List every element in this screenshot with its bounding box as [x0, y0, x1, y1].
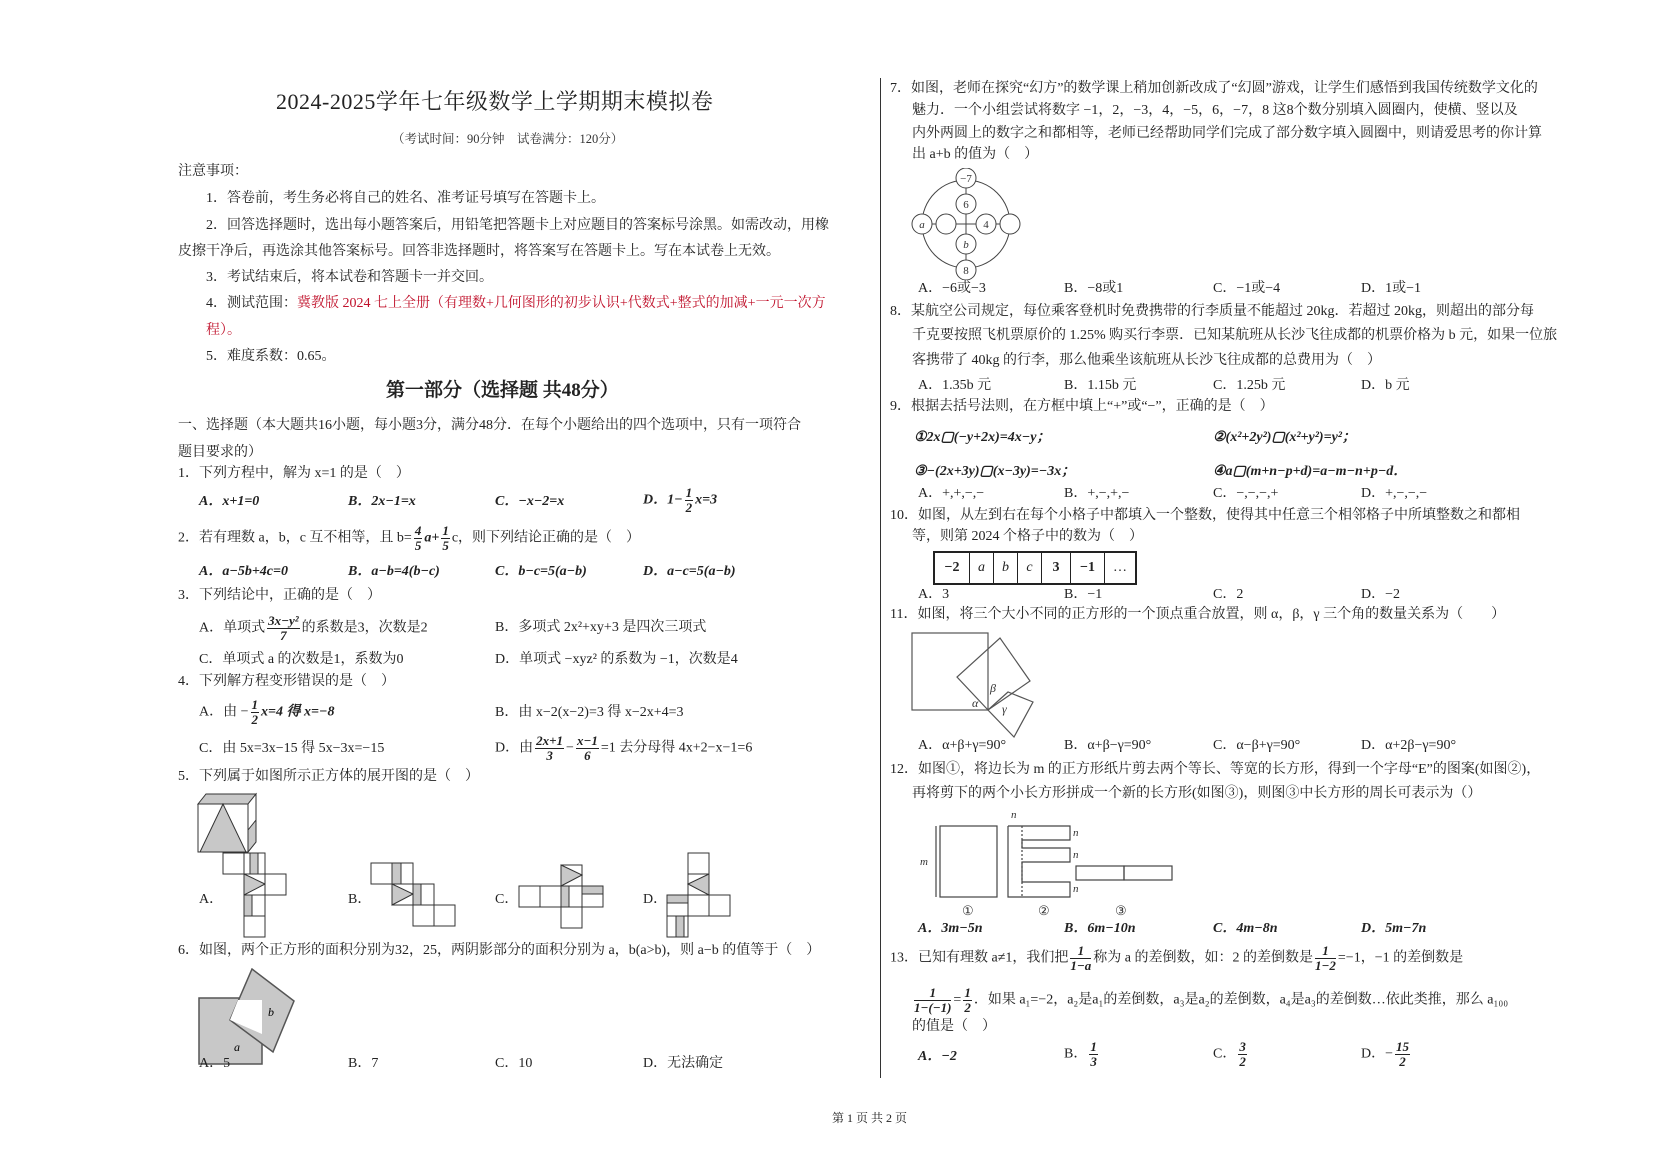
q11-stem: 11．如图，将三个大小不同的正方形的一个顶点重合放置，则 α，β，γ 三个角的数量关系为（ ） — [890, 607, 1506, 622]
section-intro-cont: 题目要求的） — [178, 445, 262, 460]
fraction: $\frac{1}{3}$ — [1090, 1039, 1097, 1069]
q6-option-a[interactable]: A．5 — [199, 1056, 231, 1071]
q13-option-c[interactable]: C． $\frac{3}{2}$ — [1213, 1039, 1246, 1069]
q1-option-a[interactable]: A．x+1=0 — [199, 494, 260, 509]
magic-circle-figure — [910, 168, 1022, 280]
net-c-figure — [518, 864, 610, 934]
q9-expr-4: ④a▢(m+n−p+d)=a−m−n+p−d． — [1213, 464, 1408, 479]
q9-option-b[interactable]: B．+,−,+,− — [1064, 486, 1130, 501]
q9-stem: 9．根据去括号法则，在方框中填上“+”或“−”，正确的是（ ） — [890, 399, 1274, 414]
q12-line-2: 再将剪下的两个小长方形拼成一个新的长方形(如图③)，则图③中长方形的周长可表示为（） — [912, 786, 1482, 801]
grid-cell: c — [1018, 553, 1042, 583]
q2-option-d[interactable]: D．a−c=5(a−b) — [643, 564, 736, 579]
fraction: $\frac{1}{1-a}$ — [1070, 943, 1092, 973]
q3-stem: 3．下列结论中，正确的是（ ） — [178, 588, 381, 603]
q13-line-3: 的值是（ ） — [912, 1019, 996, 1034]
q4-option-c[interactable]: C．由 5x=3x−15 得 5x−3x=−15 — [199, 741, 385, 756]
q10-option-d[interactable]: D．−2 — [1361, 587, 1401, 602]
q10-line-2: 等，则第 2024 个格子中的数为（ ） — [912, 529, 1143, 544]
q5-stem: 5．下列属于如图所示正方体的展开图的是（ ） — [178, 769, 479, 784]
grid-cell: 3 — [1042, 553, 1071, 583]
q7-option-d[interactable]: D．1或−1 — [1361, 281, 1422, 296]
fraction: $\frac{1}{2}$ — [251, 697, 259, 727]
fraction: $\frac{1}{1-2}$ — [1315, 943, 1336, 973]
notes-heading: 注意事项： — [178, 164, 248, 179]
q3-option-a[interactable]: A．单项式 $\frac{\text{3x−y²}}{7}$ 的系数是3，次数是2 — [199, 613, 428, 643]
q11-option-b[interactable]: B．α+β−γ=90° — [1064, 738, 1152, 753]
q7-option-a[interactable]: A．−6或−3 — [918, 281, 986, 296]
fraction: $\frac{15}{2}$ — [1396, 1039, 1410, 1069]
q8-option-b[interactable]: B．1.15b 元 — [1064, 378, 1137, 393]
angle-gamma: γ — [1002, 702, 1007, 716]
grid-cell: −2 — [935, 553, 970, 583]
q9-option-a[interactable]: A．+,+,−,− — [918, 486, 985, 501]
q6-figure — [196, 968, 306, 1068]
q7-line-2: 魅力．一个小组尝试将数字 −1，2，−3，4，−5，6，−7，8 这8个数分别填入圆圈内，使横、竖以及 — [912, 103, 1518, 118]
three-squares-figure — [910, 630, 1050, 745]
figure-label-2: ② — [1038, 903, 1050, 918]
fraction: $\frac{2x+1}{3}$ — [536, 733, 564, 763]
q1-d-pre: D．1− — [643, 492, 683, 508]
grid-cell: a — [970, 553, 994, 583]
page-title: 2024-2025学年七年级数学上学期期末模拟卷 — [276, 89, 714, 114]
q11-option-d[interactable]: D．α+2β−γ=90° — [1361, 738, 1457, 753]
fraction: $\frac{4}{5}$ — [414, 523, 422, 553]
q3-option-b[interactable]: B．多项式 2x²+xy+3 是四次三项式 — [495, 620, 707, 635]
q5-option-b[interactable]: B． — [348, 892, 372, 907]
q10-line-1: 10．如图，从左到右在每个小格子中都填入一个整数，使得其中任意三个相邻格子中所填整数之和都相 — [890, 508, 1520, 523]
net-b-figure — [370, 862, 462, 932]
q3-option-d[interactable]: D．单项式 −xyz² 的系数为 −1，次数是4 — [495, 652, 738, 667]
section-heading: 第一部分（选择题 共48分） — [386, 380, 619, 401]
q4-stem: 4．下列解方程变形错误的是（ ） — [178, 674, 395, 689]
circle-bottom: 8 — [963, 265, 969, 277]
q11-option-a[interactable]: A．α+β+γ=90° — [918, 738, 1007, 753]
q13-option-a[interactable]: A．−2 — [918, 1049, 957, 1064]
q7-line-4: 出 a+b 的值为（ ） — [912, 147, 1039, 162]
net-a-figure — [222, 852, 292, 944]
q6-stem: 6．如图，两个正方形的面积分别为32，25，两阴影部分的面积分别为 a，b(a>b)，则 a−b 的值等于（ ） — [178, 943, 821, 958]
q3-option-c[interactable]: C．单项式 a 的次数是1，系数为0 — [199, 652, 404, 667]
q10-option-a[interactable]: A．3 — [918, 587, 950, 602]
label-n: n — [1073, 827, 1079, 839]
q6-option-d[interactable]: D．无法确定 — [643, 1056, 724, 1071]
circle-inner-bottom: b — [963, 239, 969, 251]
q13-option-d[interactable]: D．− $\frac{15}{2}$ — [1361, 1039, 1410, 1069]
label-n: n — [1073, 883, 1079, 895]
q1-option-b[interactable]: B．2x−1=x — [348, 494, 416, 509]
note-1: 1．答卷前，考生务必将自己的姓名、准考证号填写在答题卡上。 — [206, 191, 605, 206]
q12-line-1: 12．如图①，将边长为 m 的正方形纸片剪去两个等长、等宽的长方形，得到一个字母“E”的图案(如图②)， — [890, 762, 1541, 777]
label-m: m — [920, 856, 928, 868]
fraction: $\frac{1}{2}$ — [685, 485, 693, 515]
q12-option-d[interactable]: D．5m−7n — [1361, 921, 1427, 936]
note-2-cont: 皮擦干净后，再选涂其他答案标号。回答非选择题时，将答案写在答题卡上。写在本试卷上无效。 — [178, 244, 780, 259]
q6-option-c[interactable]: C．10 — [495, 1056, 533, 1071]
section-intro: 一、选择题（本大题共16小题，每小题3分，满分48分．在每个小题给出的四个选项中，只有一项符合 — [178, 418, 801, 433]
number-grid — [933, 551, 1137, 585]
angle-beta: β — [990, 681, 996, 695]
q8-line-2: 千克要按照飞机票原价的 1.25% 购买行李票．已知某航班从长沙飞往成都的机票价格为 b 元，如果一位旅 — [912, 328, 1558, 343]
figure-label-1: ① — [962, 903, 974, 918]
q6-option-b[interactable]: B．7 — [348, 1056, 379, 1071]
e-shape-figure — [910, 806, 1210, 918]
q9-expr-1: ①2x▢(−y+2x)=4x−y； — [914, 430, 1051, 445]
q1-stem: 1．下列方程中，解为 x=1 的是（ ） — [178, 466, 410, 481]
fraction: $\frac{x-1}{6}$ — [576, 733, 598, 763]
q12-option-b[interactable]: B．6m−10n — [1064, 921, 1136, 936]
q8-option-a[interactable]: A．1.35b 元 — [918, 378, 992, 393]
q8-line-3: 客携带了 40kg 的行李，那么他乘坐该航班从长沙飞往成都的总费用为（ ） — [912, 353, 1381, 368]
fraction: $\frac{1}{1-(-1)}$ — [914, 985, 952, 1015]
note-4-label: 4．测试范围： — [206, 296, 297, 311]
q9-option-c[interactable]: C．−,−,−,+ — [1213, 486, 1279, 501]
q7-line-3: 内外两圆上的数字之和都相等，老师已经帮助同学们完成了部分数字填入圆圈中，则请爱思考的你计算 — [912, 126, 1542, 141]
q2-stem: 2．若有理数 a，b，c 互不相等，且 b= $\frac{4}{5}$ a+ $\frac{1}{5}$ c，则下列结论正确的是（ ） — [178, 523, 641, 553]
q10-option-c[interactable]: C．2 — [1213, 587, 1244, 602]
exam-info: （考试时间：90分钟 试卷满分：120分） — [392, 132, 624, 146]
figure-label-3: ③ — [1115, 903, 1127, 918]
q4-option-a[interactable]: A．由 − $\frac{1}{2}$ x=4 得 x=−8 — [199, 697, 335, 727]
grid-cell: b — [994, 553, 1018, 583]
note-5: 5．难度系数：0.65。 — [206, 349, 336, 364]
test-scope-cont: 程）。 — [206, 323, 241, 338]
fraction: $\frac{\text{3x−y²}}{7}$ — [268, 613, 299, 643]
q1-option-d[interactable] — [643, 486, 717, 515]
grid-cell: −1 — [1071, 553, 1105, 583]
q5-option-c[interactable]: C． — [495, 892, 519, 907]
note-3: 3．考试结束后，将本试卷和答题卡一并交回。 — [206, 270, 493, 285]
cube-figure — [196, 790, 268, 854]
label-b: b — [268, 1005, 274, 1019]
circle-left: a — [919, 219, 925, 231]
q9-expr-3: ③−(2x+3y)▢(x−3y)=−3x； — [914, 464, 1076, 479]
page-number: 第 1 页 共 2 页 — [832, 1111, 908, 1125]
q12-option-c[interactable]: C．4m−8n — [1213, 921, 1278, 936]
circle-inner-right: 4 — [983, 219, 989, 231]
label-n: n — [1073, 849, 1079, 861]
angle-alpha: α — [972, 696, 979, 710]
q1-d-post: x=3 — [695, 492, 718, 508]
circle-top: −7 — [960, 173, 972, 185]
q4-option-d[interactable]: D．由 $\frac{2x+1}{3}$ − $\frac{x-1}{6}$ =1 去分母得 4x+2−x−1=6 — [495, 733, 753, 763]
note-2: 2．回答选择题时，选出每小题答案后，用铅笔把答题卡上对应题目的答案标号涂黑。如需改动，用橡 — [206, 218, 829, 233]
q5-option-d[interactable]: D． — [643, 892, 668, 907]
q8-option-d[interactable]: D．b 元 — [1361, 378, 1410, 393]
q2-option-c[interactable]: C．b−c=5(a−b) — [495, 564, 587, 579]
q8-option-c[interactable]: C．1.25b 元 — [1213, 378, 1286, 393]
q2-option-b[interactable]: B．a−b=4(b−c) — [348, 564, 440, 579]
q8-line-1: 8．某航空公司规定，每位乘客登机时免费携带的行李质量不能超过 20kg．若超过 20kg，则超出的部分每 — [890, 304, 1534, 319]
label-n: n — [1011, 809, 1017, 821]
label-a: a — [234, 1040, 240, 1054]
q7-option-b[interactable]: B．−8或1 — [1064, 281, 1124, 296]
test-scope: 冀教版 2024 七上全册（有理数+几何图形的初步认识+代数式+整式的加减+一元一次方 — [297, 296, 826, 311]
q2-option-a[interactable]: A．a−5b+4c=0 — [199, 564, 288, 579]
column-divider — [880, 78, 881, 1078]
q5-option-a[interactable]: A． — [199, 892, 224, 907]
q7-line-1: 7．如图，老师在探究“幻方”的数学课上稍加创新改成了“幻圆”游戏，让学生们感悟到我国传统数学文化的 — [890, 81, 1538, 96]
q11-option-c[interactable]: C．α−β+γ=90° — [1213, 738, 1301, 753]
grid-cell: … — [1113, 560, 1127, 575]
q9-option-d[interactable]: D．+,−,−,− — [1361, 486, 1428, 501]
fraction: $\frac{1}{5}$ — [442, 523, 449, 553]
q13-line-1: 13．已知有理数 a≠1，我们把 $\frac{1}{1-a}$ 称为 a 的差倒数，如：2 的差倒数是 $\frac{1}{1-2}$ =−1，−1 的差倒数是 — [890, 943, 1464, 973]
q10-option-b[interactable]: B．−1 — [1064, 587, 1103, 602]
q7-option-c[interactable]: C．−1或−4 — [1213, 281, 1281, 296]
q12-option-a[interactable]: A．3m−5n — [918, 921, 983, 936]
circle-inner-top: 6 — [963, 199, 969, 211]
q4-option-b[interactable]: B．由 x−2(x−2)=3 得 x−2x+4=3 — [495, 705, 684, 720]
note-4 — [206, 294, 826, 314]
fraction: $\frac{1}{2}$ — [964, 985, 971, 1015]
q13-option-b[interactable]: B． $\frac{1}{3}$ — [1064, 1039, 1097, 1069]
q1-option-c[interactable]: C．−x−2=x — [495, 494, 565, 509]
fraction: $\frac{3}{2}$ — [1239, 1039, 1246, 1069]
q9-expr-2: ②(x²+2y²)▢(x²+y²)=y²； — [1213, 430, 1356, 445]
q13-line-2: $\frac{1}{1-(-1)}$ = $\frac{1}{2}$ ．如果 a₁=−2，a₂是a₁的差倒数，a₃是a₂的差倒数，a₄是a₃的差倒数…依此类推，那么 a₁₀₀ — [914, 985, 1509, 1015]
net-d-figure — [666, 852, 736, 944]
